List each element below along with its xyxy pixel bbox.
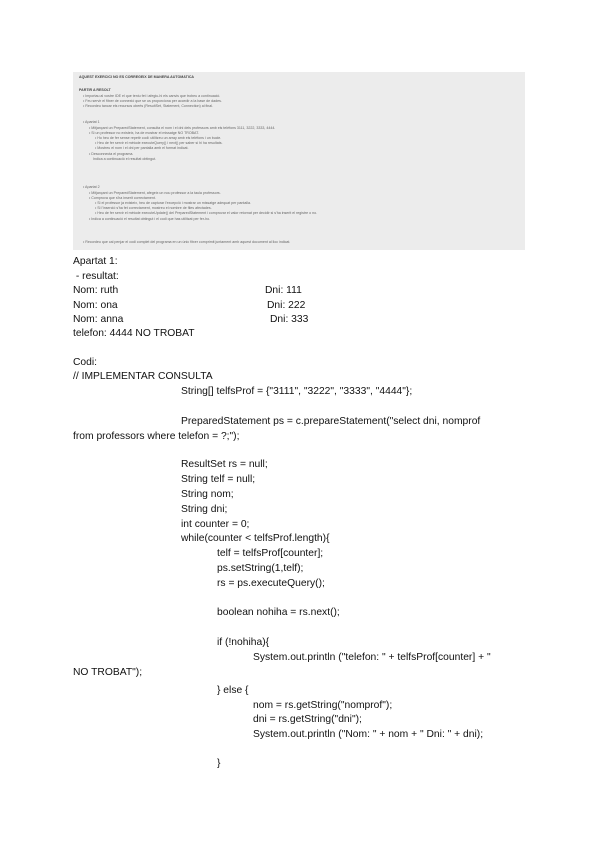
embedded-line: • Si el professor ja existeix, heu de capturar l'excepció i mostrar un missatge adequat per pantalla. (95, 201, 251, 205)
result-not-found: telefon: 4444 NO TROBAT (73, 328, 195, 339)
code-line: ResultSet rs = null; (181, 459, 268, 470)
code-line: while(counter < telfsProf.length){ (181, 533, 330, 544)
code-line: } (217, 758, 221, 769)
embedded-line: • Indica a continuació el resultat obtingut i el codi que has utilitzat per fer-ho. (89, 217, 211, 221)
embedded-line: • Mitjançant un PreparedStatement, afegeix un nou professor a la taula professors. (89, 191, 221, 195)
embedded-line: • Comprova que s'ha inserit correctament. (89, 196, 156, 200)
code-line: boolean nohiha = rs.next(); (217, 607, 340, 618)
code-comment: // IMPLEMENTAR CONSULTA (73, 371, 213, 382)
code-line: NO TROBAT"); (73, 667, 143, 678)
embedded-line: Indica a continuació el resultat obtingut. (93, 157, 157, 161)
embedded-line: • Recordeu que cal penjar el codi complet del programa en un únic fitxer comprimit juntament amb aquest document al lloc indicat. (83, 240, 291, 244)
code-line: from professors where telefon = ?;"); (73, 431, 240, 442)
code-line: if (!nohiha){ (217, 637, 270, 648)
embedded-line: • Ho heu de fer sense repetir codi: utilitzeu un array amb els telèfons i un bucle. (95, 136, 222, 140)
embedded-line: PARTIR A RESOLT (79, 88, 111, 92)
embedded-title: AQUEST EXERCICI NO ES CORREGEIX DE MANERA AUTOMATICA (79, 75, 195, 79)
embedded-line: • Apartat 2 (83, 185, 100, 189)
code-line: } else { (217, 685, 249, 696)
code-line: String telf = null; (181, 474, 256, 485)
embedded-line: • Heu de fer servir el mètode executeQuery() i next() per saber si hi ha resultats. (95, 141, 223, 145)
embedded-line: • Feu servir el fitxer de connexió que se us proporciona per accedir a la base de dades. (83, 99, 222, 103)
code-heading: Codi: (73, 357, 98, 368)
code-line: int counter = 0; (181, 519, 250, 530)
result-row-3-nom: Nom: anna (73, 314, 124, 325)
code-line: telf = telfsProf[counter]; (217, 548, 324, 559)
embedded-line: • Recordeu tancar els recursos oberts (ResultSet, Statement, Connection) al final. (83, 104, 214, 108)
embedded-line: • Mostreu el nom i el dni per pantalla amb el format indicat. (95, 146, 189, 150)
result-row-2-dni: Dni: 222 (267, 300, 306, 311)
code-line: nom = rs.getString("nomprof"); (253, 700, 393, 711)
embedded-line: • Apartat 1 (83, 120, 100, 124)
result-heading: Apartat 1: (73, 256, 118, 267)
code-line: String nom; (181, 489, 234, 500)
result-row-2-nom: Nom: ona (73, 300, 118, 311)
embedded-line: • Importau al vostre IDE el que teniu fet i afegiu-hi els canvis que trobeu a continuació. (83, 94, 221, 98)
embedded-line: • Si un professor no existeix, ha de mostrar el missatge NO TROBAT. (89, 131, 199, 135)
code-line: System.out.println ("telefon: " + telfsProf[counter] + " (253, 652, 491, 663)
embedded-line: • Si l'inserció s'ha fet correctament, mostreu el nombre de files afectades. (95, 206, 212, 210)
embedded-instructions-screenshot (73, 72, 525, 250)
code-line: String[] telfsProf = {"3111", "3222", "3333", "4444"}; (181, 386, 413, 397)
code-line: String dni; (181, 504, 228, 515)
result-row-3-dni: Dni: 333 (270, 314, 309, 325)
embedded-line: • Heu de fer servir el mètode executeUpdate() del PreparedStatement i comprovar el valor retornat per decidir si s'ha inserit el registre o no. (95, 211, 318, 215)
result-subheading: - resultat: (73, 271, 119, 282)
code-line: System.out.println ("Nom: " + nom + " Dni: " + dni); (253, 729, 484, 740)
code-line: rs = ps.executeQuery(); (217, 578, 325, 589)
result-row-1-nom: Nom: ruth (73, 285, 119, 296)
embedded-line: • Mitjançant un PreparedStatement, consulta el nom i el dni dels professors amb els telèfons 3111, 3222, 3333, 4444. (89, 126, 276, 130)
embedded-line: • Desconnecta el programa. (89, 152, 134, 156)
code-line: PreparedStatement ps = c.prepareStatement("select dni, nomprof (181, 416, 481, 427)
code-line: dni = rs.getString("dni"); (253, 714, 362, 725)
code-line: ps.setString(1,telf); (217, 563, 304, 574)
result-row-1-dni: Dni: 111 (265, 285, 302, 296)
